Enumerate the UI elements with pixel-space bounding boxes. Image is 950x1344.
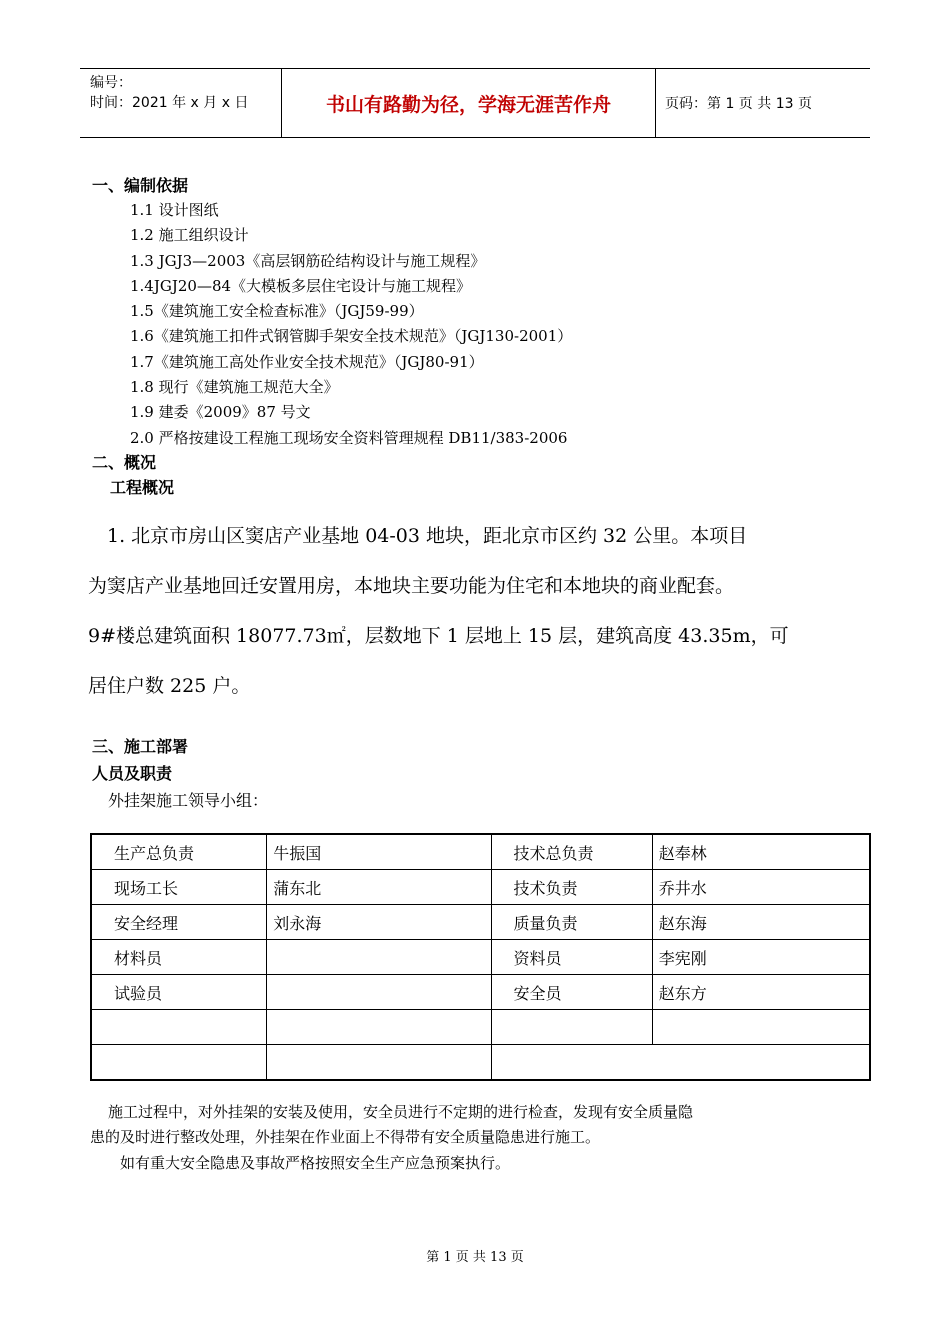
basis-item: 1.4JGJ20—84《大模板多层住宅设计与施工规程》 <box>130 276 472 295</box>
table-cell <box>267 1010 491 1045</box>
table-cell: 赵东海 <box>652 905 870 940</box>
table-row <box>91 834 870 870</box>
table-cell: 安全经理 <box>91 905 267 940</box>
basis-item: 1.3 JGJ3—2003《高层钢筋砼结构设计与施工规程》 <box>130 251 486 270</box>
section2-subtitle: 工程概况 <box>110 478 175 497</box>
group-label: 外挂架施工领导小组： <box>108 791 269 810</box>
header-page-number: 页码：第 1 页 共 13 页 <box>665 96 812 112</box>
table-cell <box>267 975 491 1010</box>
table-cell: 生产总负责 <box>91 834 267 870</box>
table-cell: 蒲东北 <box>267 870 491 905</box>
note-line: 患的及时进行整改处理，外挂架在作业面上不得带有安全质量隐患进行施工。 <box>90 1128 601 1146</box>
staff-table <box>90 833 871 1081</box>
basis-list <box>130 198 572 451</box>
table-cell: 质量负责 <box>491 905 652 940</box>
overview-paragraph <box>88 511 870 711</box>
table-cell <box>91 1045 267 1081</box>
table-cell: 赵东方 <box>652 975 870 1010</box>
table-cell: 技术总负责 <box>491 834 652 870</box>
section3-title: 三、施工部署 <box>92 737 189 756</box>
overview-line: 为窦店产业基地回迁安置用房，本地块主要功能为住宅和本地块的商业配套。 <box>88 575 735 597</box>
basis-item: 2.0 严格按建设工程施工现场安全资料管理规程 DB11/383-2006 <box>130 428 568 447</box>
table-cell: 李宪刚 <box>652 940 870 975</box>
document-date: 时间：2021 年 x 月 x 日 <box>90 95 249 111</box>
table-cell: 试验员 <box>91 975 267 1010</box>
basis-item: 1.8 现行《建筑施工规范大全》 <box>130 378 339 397</box>
table-cell: 材料员 <box>91 940 267 975</box>
page-header <box>80 68 870 138</box>
table-cell: 刘永海 <box>267 905 491 940</box>
table-row <box>91 975 870 1010</box>
table-cell: 安全员 <box>491 975 652 1010</box>
table-cell <box>91 1010 267 1045</box>
basis-item: 1.6《建筑施工扣件式钢管脚手架安全技术规范》（JGJ130-2001） <box>130 327 573 346</box>
overview-line: 9#楼总建筑面积 18077.73㎡，层数地下 1 层地上 15 层，建筑高度 43.35m，可 <box>88 625 789 647</box>
section1-title: 一、编制依据 <box>92 176 189 195</box>
table-cell <box>267 940 491 975</box>
document-number: 编号： <box>90 75 132 91</box>
table-row <box>91 1045 870 1081</box>
table-row <box>91 1010 870 1045</box>
table-cell: 资料员 <box>491 940 652 975</box>
table-cell <box>652 1010 870 1045</box>
basis-item: 1.5《建筑施工安全检查标准》（JGJ59-99） <box>130 302 424 321</box>
table-cell: 赵奉林 <box>652 834 870 870</box>
section3-subtitle: 人员及职责 <box>92 764 173 783</box>
table-cell: 现场工长 <box>91 870 267 905</box>
table-cell <box>267 1045 491 1081</box>
header-motto: 书山有路勤为径，学海无涯苦作舟 <box>281 69 656 137</box>
basis-item: 1.1 设计图纸 <box>130 201 219 219</box>
table-cell: 牛振国 <box>267 834 491 870</box>
overview-line: 1. 北京市房山区窦店产业基地 04-03 地块，距北京市区约 32 公里。本项目 <box>88 525 748 547</box>
table-row <box>91 940 870 975</box>
note-line: 施工过程中，对外挂架的安装及使用，安全员进行不定期的进行检查，发现有安全质量隐 <box>108 1103 694 1121</box>
table-cell <box>491 1045 870 1081</box>
table-cell: 乔井水 <box>652 870 870 905</box>
table-row <box>91 870 870 905</box>
table-cell <box>491 1010 652 1045</box>
table-row <box>91 905 870 940</box>
section2-title: 二、概况 <box>92 453 157 472</box>
basis-item: 1.7《建筑施工高处作业安全技术规范》（JGJ80-91） <box>130 352 484 371</box>
page-footer: 第 1 页 共 13 页 <box>426 1250 524 1265</box>
basis-item: 1.9 建委《2009》87 号文 <box>130 403 311 422</box>
basis-item: 1.2 施工组织设计 <box>130 226 249 245</box>
note-line: 如有重大安全隐患及事故严格按照安全生产应急预案执行。 <box>120 1154 511 1172</box>
overview-line: 居住户数 225 户。 <box>88 675 251 697</box>
table-cell: 技术负责 <box>491 870 652 905</box>
header-meta <box>90 73 248 113</box>
